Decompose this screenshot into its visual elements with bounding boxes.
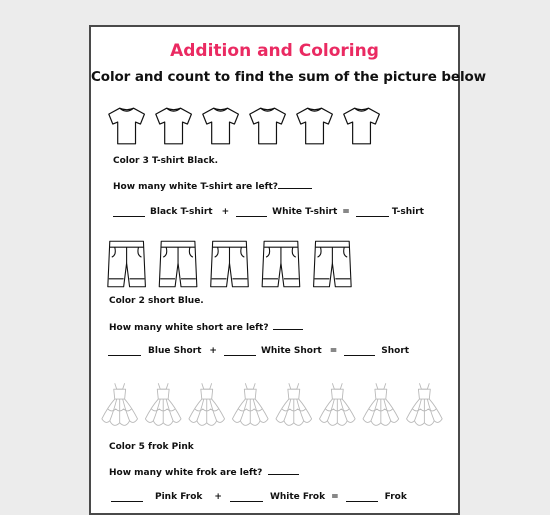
frok-term1: Pink Frok xyxy=(155,492,203,502)
shorts-row xyxy=(91,239,458,291)
shorts-equals: = xyxy=(329,346,338,356)
frok-term1-blank[interactable] xyxy=(111,492,143,502)
shorts-icon[interactable] xyxy=(159,241,197,287)
frok-equation xyxy=(111,492,407,502)
tshirt-instruction: Color 3 T-shirt Black. xyxy=(113,156,219,166)
tshirt-plus: + xyxy=(221,207,230,217)
frok-plus: + xyxy=(214,492,222,502)
tshirt-result: T-shirt xyxy=(391,207,424,217)
shorts-term2: White Short xyxy=(260,346,322,356)
tshirt-row xyxy=(91,104,458,148)
shorts-answer-blank[interactable] xyxy=(273,320,303,330)
shorts-plus: + xyxy=(209,346,217,356)
frok-icon[interactable] xyxy=(102,383,138,425)
tshirt-result-blank[interactable] xyxy=(356,207,389,217)
shorts-question-text: How many white short are left? xyxy=(109,323,269,333)
frok-question-text: How many white frok are left? xyxy=(109,468,263,478)
shorts-icon[interactable] xyxy=(314,241,352,287)
tshirt-answer-blank[interactable] xyxy=(278,179,312,189)
shorts-question xyxy=(109,320,303,333)
shorts-term1: Blue Short xyxy=(148,346,202,356)
frok-instruction: Color 5 frok Pink xyxy=(109,442,194,452)
frok-icon[interactable] xyxy=(276,383,312,425)
shorts-instruction: Color 2 short Blue. xyxy=(109,296,204,306)
tshirt-equals: = xyxy=(342,207,350,217)
tshirt-question-text: How many white T-shirt are left? xyxy=(113,182,279,192)
frok-icon[interactable] xyxy=(363,383,399,425)
frok-icon[interactable] xyxy=(189,383,225,425)
frok-icon[interactable] xyxy=(145,383,181,425)
tshirt-term1-blank[interactable] xyxy=(113,207,145,217)
tshirt-icon[interactable] xyxy=(109,108,145,144)
tshirt-term2: White T-shirt xyxy=(272,207,338,217)
tshirt-icon[interactable] xyxy=(344,108,380,144)
frok-row xyxy=(91,381,458,431)
shorts-term2-blank[interactable] xyxy=(224,346,256,356)
tshirt-icon[interactable] xyxy=(250,108,286,144)
frok-term2-blank[interactable] xyxy=(230,492,263,502)
worksheet xyxy=(89,25,487,515)
tshirt-icon[interactable] xyxy=(203,108,239,144)
shorts-icon[interactable] xyxy=(108,241,146,287)
tshirt-question xyxy=(113,179,312,192)
frok-answer-blank[interactable] xyxy=(268,465,299,475)
shorts-result: Short xyxy=(381,346,410,356)
shorts-result-blank[interactable] xyxy=(344,346,375,356)
shorts-icon[interactable] xyxy=(211,241,249,287)
shorts-equation xyxy=(108,346,409,356)
tshirt-icons xyxy=(91,104,458,148)
shorts-icon[interactable] xyxy=(262,241,300,287)
frok-icons xyxy=(91,381,458,431)
frok-result: Frok xyxy=(384,492,407,502)
tshirt-term1: Black T-shirt xyxy=(150,207,213,217)
frok-term2: White Frok xyxy=(269,492,326,502)
frok-question xyxy=(109,465,299,478)
worksheet-title: Addition and Coloring xyxy=(170,41,379,61)
worksheet-subtitle: Color and count to find the sum of the picture below xyxy=(91,69,487,85)
shorts-icons xyxy=(91,239,458,291)
tshirt-icon[interactable] xyxy=(156,108,192,144)
tshirt-icon[interactable] xyxy=(297,108,333,144)
tshirt-equation xyxy=(113,207,424,217)
tshirt-term2-blank[interactable] xyxy=(236,207,267,217)
shorts-term1-blank[interactable] xyxy=(108,346,141,356)
frok-icon[interactable] xyxy=(320,383,356,425)
frok-icon[interactable] xyxy=(232,383,268,425)
frok-result-blank[interactable] xyxy=(346,492,378,502)
frok-icon[interactable] xyxy=(407,383,443,425)
frok-equals: = xyxy=(331,492,339,502)
